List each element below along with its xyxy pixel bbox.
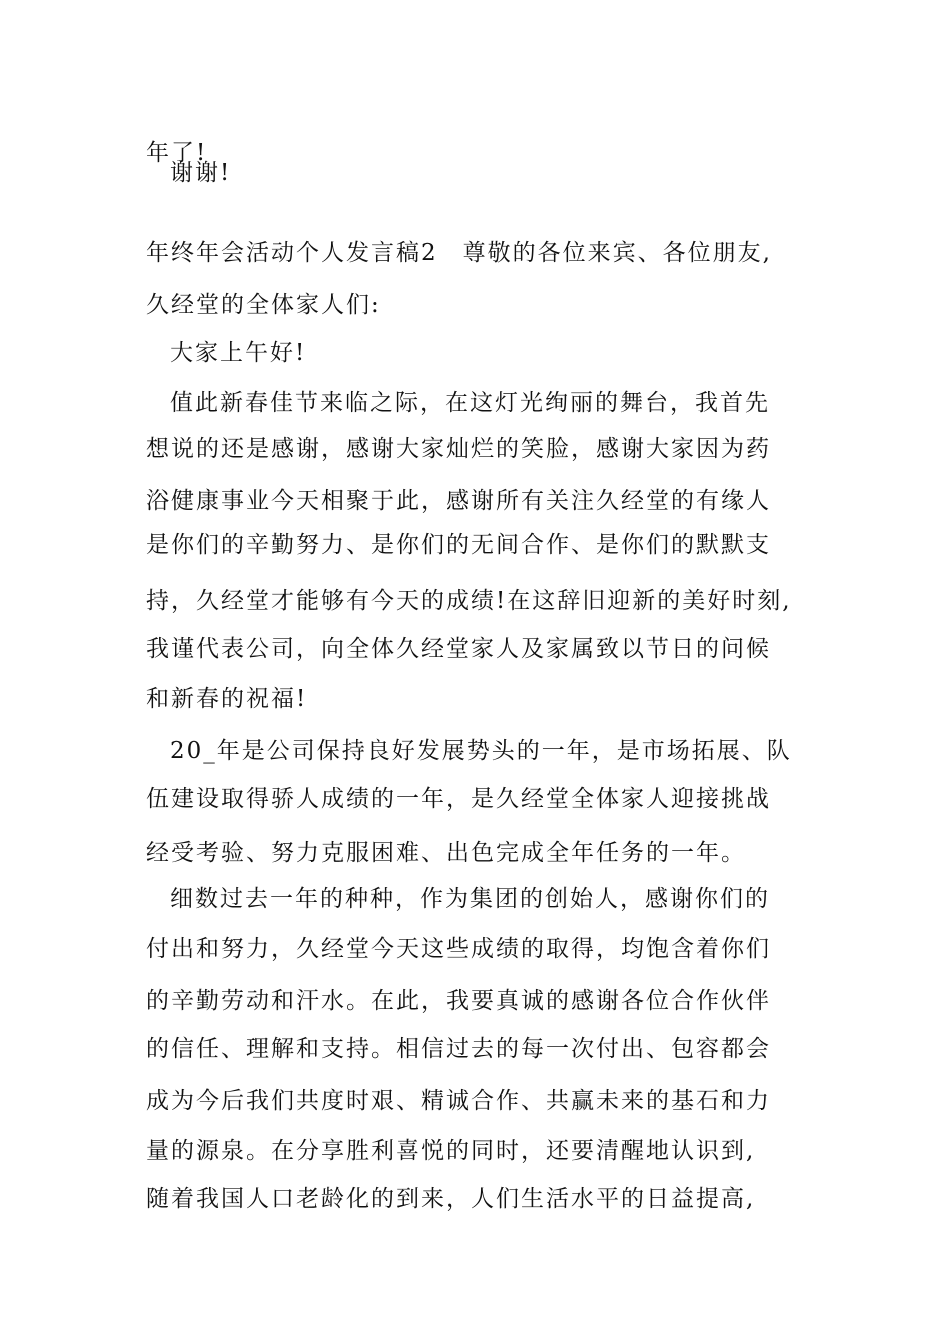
text-line: 20_年是公司保持良好发展势头的一年，是市场拓展、队 <box>170 738 792 764</box>
text-line: 付出和努力，久经堂今天这些成绩的取得，均饱含着你们 <box>146 936 771 962</box>
text-line: 想说的还是感谢，感谢大家灿烂的笑脸，感谢大家因为药 <box>146 436 771 462</box>
text-line: 成为今后我们共度时艰、精诚合作、共赢未来的基石和力 <box>146 1088 771 1114</box>
text-line: 谢谢! <box>170 160 232 186</box>
text-line: 持，久经堂才能够有今天的成绩!在这辞旧迎新的美好时刻, <box>146 588 792 614</box>
text-line: 和新春的祝福! <box>146 686 308 712</box>
text-line: 年了! <box>146 140 208 166</box>
text-line: 的辛勤劳动和汗水。在此，我要真诚的感谢各位合作伙伴 <box>146 988 771 1014</box>
text-line: 的信任、理解和支持。相信过去的每一次付出、包容都会 <box>146 1036 771 1062</box>
text-line: 细数过去一年的种种，作为集团的创始人，感谢你们的 <box>170 886 770 912</box>
text-line: 随着我国人口老龄化的到来，人们生活水平的日益提高, <box>146 1186 756 1212</box>
text-line: 伍建设取得骄人成绩的一年，是久经堂全体家人迎接挑战 <box>146 786 771 812</box>
text-line: 年终年会活动个人发言稿2 尊敬的各位来宾、各位朋友, <box>146 240 772 266</box>
text-line: 大家上午好! <box>170 340 307 366</box>
text-line: 浴健康事业今天相聚于此，感谢所有关注久经堂的有缘人 <box>146 488 771 514</box>
text-line: 值此新春佳节来临之际，在这灯光绚丽的舞台，我首先 <box>170 390 770 416</box>
text-line: 是你们的辛勤努力、是你们的无间合作、是你们的默默支 <box>146 532 771 558</box>
text-line: 量的源泉。在分享胜利喜悦的同时，还要清醒地认识到, <box>146 1138 756 1164</box>
text-line: 经受考验、努力克服困难、出色完成全年任务的一年。 <box>146 840 746 866</box>
text-line: 久经堂的全体家人们: <box>146 292 381 318</box>
text-line: 我谨代表公司，向全体久经堂家人及家属致以节日的问候 <box>146 636 771 662</box>
